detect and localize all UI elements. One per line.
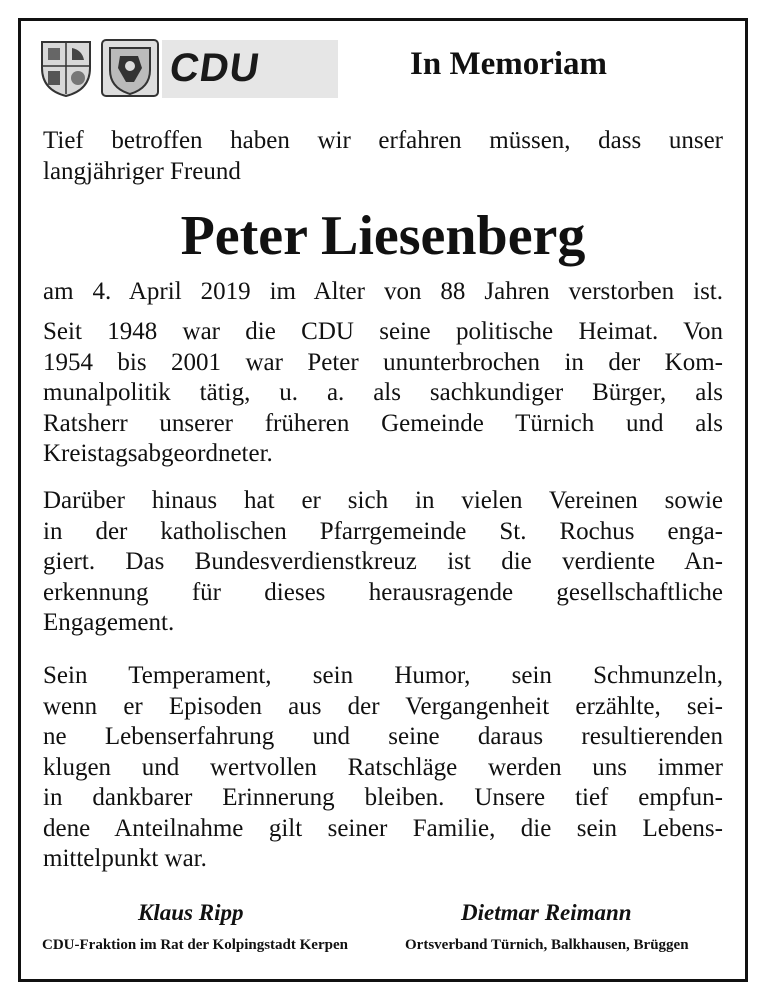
cdu-logo [162, 40, 338, 98]
death-notice [43, 277, 723, 308]
text-line: Darüber hinaus hat er sich in vielen Vereinen sowie [43, 487, 723, 514]
coat-of-arms-icon [38, 38, 94, 98]
signatory-organization: CDU-Fraktion im Rat der Kolpingstadt Kerpen [42, 937, 348, 953]
text-line: ne Lebenserfahrung und seine daraus resultierenden [43, 723, 723, 750]
text-line: Engagement. [43, 609, 175, 636]
text-line: Seit 1948 war die CDU seine politische Heimat. Von [43, 318, 723, 345]
coat-of-arms-icon [100, 38, 160, 98]
cdu-logo-text: CDU [166, 46, 263, 90]
text-line: in der katholischen Pfarrgemeinde St. Rochus enga- [43, 517, 723, 545]
text-line: munalpolitik tätig, u. a. als sachkundiger Bürger, als [43, 379, 723, 406]
text-line: 1954 bis 2001 war Peter ununterbrochen in der Kom- [43, 348, 723, 376]
text-line: klugen und wertvollen Ratschläge werden uns immer [43, 753, 723, 781]
intro-text [43, 126, 723, 187]
text-line: langjähriger Freund [43, 157, 241, 185]
signatory-name: Dietmar Reimann [461, 900, 632, 925]
paragraph-engagement [43, 486, 723, 639]
text-line: am 4. April 2019 im Alter von 88 Jahren verstorben ist. [43, 278, 723, 305]
text-line: in dankbarer Erinnerung bleiben. Unsere tief empfun- [43, 784, 723, 811]
text-line: mittelpunkt war. [43, 845, 207, 872]
deceased-name: Peter Liesenberg [180, 205, 586, 267]
paragraph-politics [43, 317, 723, 470]
signatory-organization: Ortsverband Türnich, Balkhausen, Brüggen [405, 937, 689, 953]
paragraph-remembrance [43, 661, 723, 875]
text-line: Tief betroffen haben wir erfahren müssen, dass unser [43, 127, 723, 154]
signatory-name: Klaus Ripp [138, 900, 244, 925]
text-line: Ratsherr unserer früheren Gemeinde Türnich und als [43, 409, 723, 437]
text-line: dene Anteilnahme gilt seiner Familie, die sein Lebens- [43, 814, 723, 842]
text-line: wenn er Episoden aus der Vergangenheit erzählte, sei- [43, 692, 723, 720]
text-line: erkennung für dieses herausragende gesellschaftliche [43, 578, 723, 606]
notice-heading: In Memoriam [410, 46, 608, 82]
text-line: Sein Temperament, sein Humor, sein Schmunzeln, [43, 662, 723, 689]
text-line: Kreistagsabgeordneter. [43, 440, 273, 467]
text-line: giert. Das Bundesverdienstkreuz ist die verdiente An- [43, 548, 723, 575]
